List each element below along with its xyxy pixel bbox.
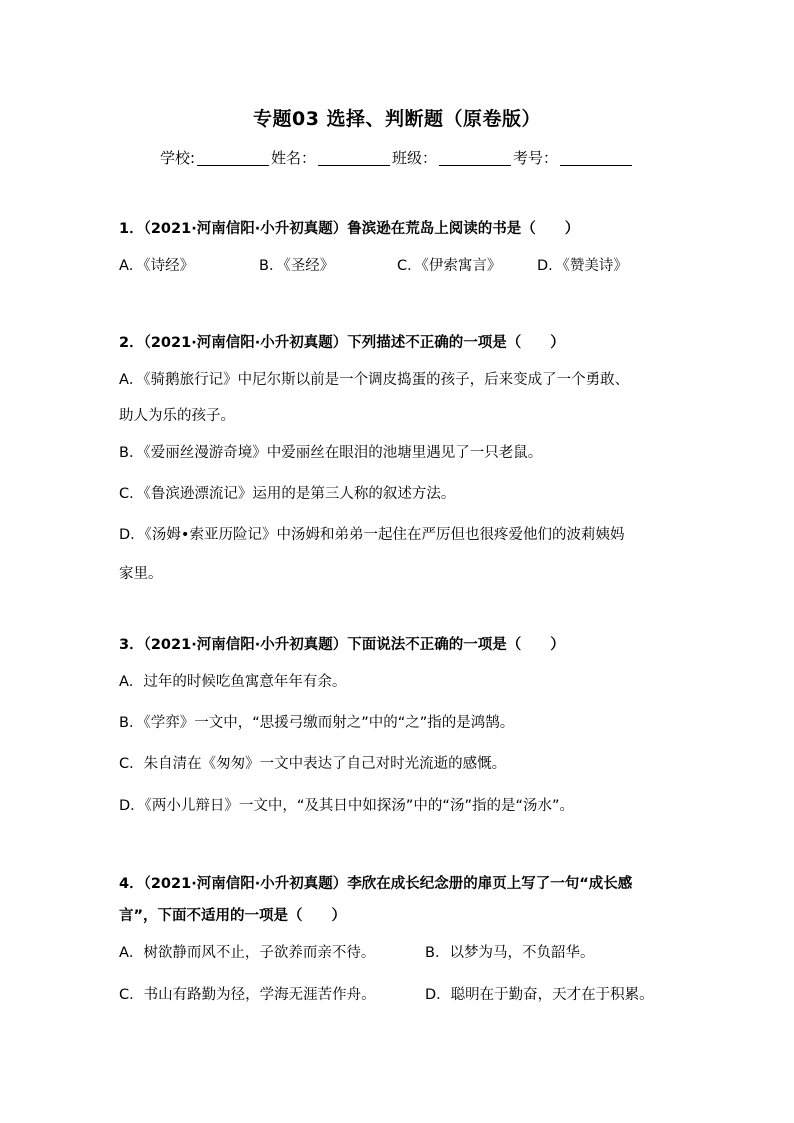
name-blank[interactable] — [318, 151, 390, 166]
question-2-option-d-cont: 家里。 — [119, 566, 163, 582]
question-4-options-row-1 — [119, 941, 594, 962]
question-3-stem: 3．（2021·河南信阳·小升初真题）下面说法不正确的一项是（ ） — [119, 637, 565, 653]
student-info-line — [0, 147, 794, 168]
question-3-option-a[interactable]: A．过年的时候吃鱼寓意年年有余。 — [119, 674, 347, 690]
question-1-options — [119, 254, 628, 275]
question-4-stem-cont: 言”，下面不适用的一项是（ ） — [119, 908, 347, 924]
question-4-stem: 4．（2021·河南信阳·小升初真题）李欣在成长纪念册的扉页上写了一句“成长感 — [119, 876, 633, 892]
question-2-option-b[interactable]: B．《爱丽丝漫游奇境》中爱丽丝在眼泪的池塘里遇见了一只老鼠。 — [119, 445, 543, 461]
question-2-stem: 2．（2021·河南信阳·小升初真题）下列描述不正确的一项是（ ） — [119, 335, 565, 351]
question-2-option-a[interactable]: A．《骑鹅旅行记》中尼尔斯以前是一个调皮捣蛋的孩子，后来变成了一个勇敢、 — [119, 372, 630, 388]
question-1-option-c[interactable]: C．《伊索寓言》 — [397, 258, 502, 274]
question-1-stem: 1．（2021·河南信阳·小升初真题）鲁滨逊在荒岛上阅读的书是（ ） — [119, 221, 580, 237]
class-blank[interactable] — [439, 151, 511, 166]
question-4-option-a[interactable]: A．树欲静而风不止，子欲养而亲不待。 — [119, 945, 376, 961]
class-label: 班级： — [392, 149, 438, 167]
question-1-option-a[interactable]: A．《诗经》 — [119, 258, 195, 274]
school-label: 学校: — [159, 149, 195, 167]
page-title: 专题03 选择、判断题（原卷版） — [252, 108, 542, 130]
question-4-option-d[interactable]: D．聪明在于勤奋，天才在于积累。 — [425, 987, 654, 1003]
question-4-options-row-2 — [119, 983, 654, 1004]
exam-number-blank[interactable] — [560, 151, 632, 166]
question-3-option-b[interactable]: B．《学弈》一文中，“思援弓缴而射之”中的“之”指的是鸿鹄。 — [119, 715, 515, 731]
question-2-option-a-cont: 助人为乐的孩子。 — [119, 408, 235, 424]
question-1-option-d[interactable]: D．《赞美诗》 — [537, 258, 628, 274]
question-4-option-b[interactable]: B．以梦为马，不负韶华。 — [425, 945, 595, 961]
question-2-option-d[interactable]: D．《汤姆•索亚历险记》中汤姆和弟弟一起住在严厉但也很疼爱他们的波莉姨妈 — [119, 527, 625, 543]
question-3-option-d[interactable]: D．《两小儿辩日》一文中，“及其日中如探汤”中的“汤”指的是“汤水”。 — [119, 798, 574, 814]
question-3-option-c[interactable]: C．朱自清在《匆匆》一文中表达了自己对时光流逝的感慨。 — [119, 756, 507, 772]
exam-number-label: 考号： — [513, 149, 559, 167]
question-2-option-c[interactable]: C．《鲁滨逊漂流记》运用的是第三人称的叙述方法。 — [119, 486, 456, 502]
question-1-option-b[interactable]: B．《圣经》 — [259, 258, 335, 274]
question-4-option-c[interactable]: C．书山有路勤为径，学海无涯苦作舟。 — [119, 987, 376, 1003]
school-blank[interactable] — [197, 151, 269, 166]
name-label: 姓名： — [271, 149, 317, 167]
